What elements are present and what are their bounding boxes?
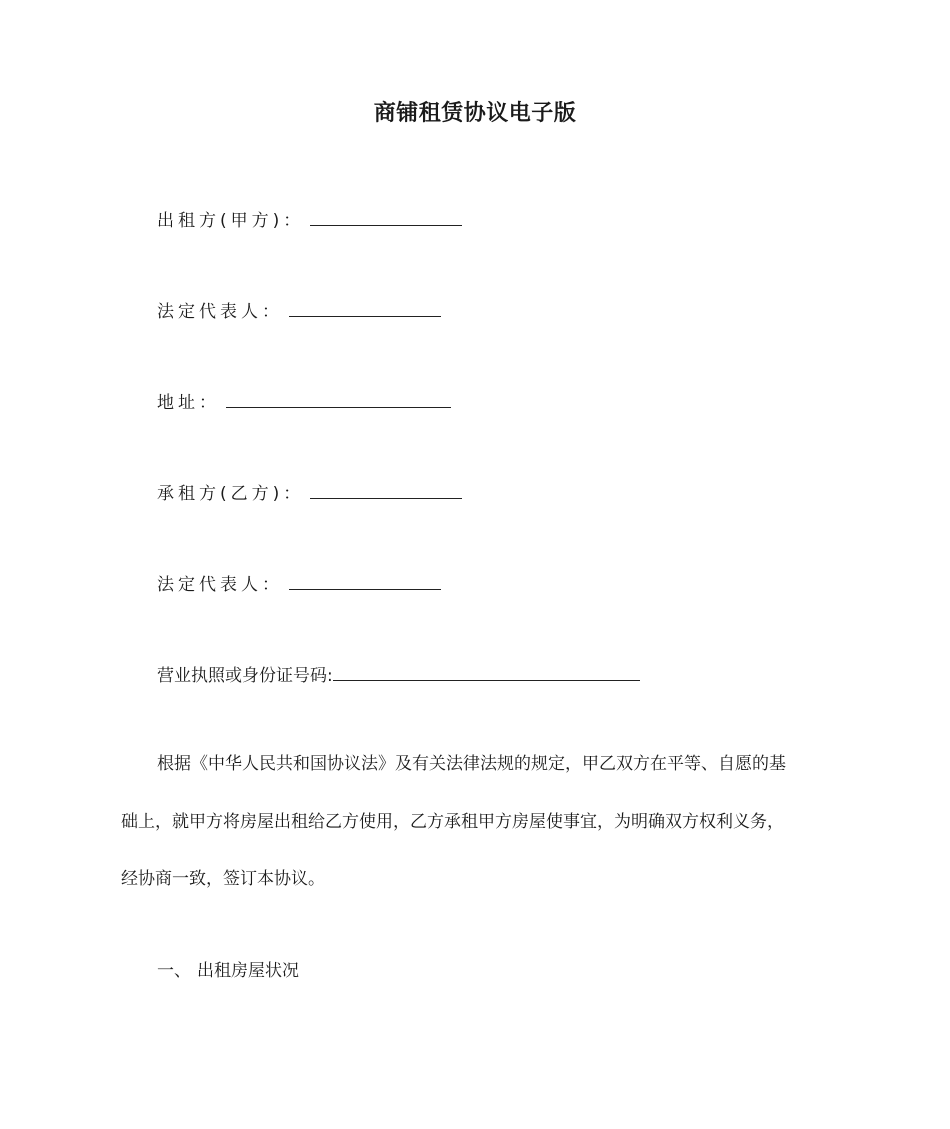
preamble-paragraph (121, 736, 833, 909)
lessee-representative-blank[interactable] (289, 571, 441, 590)
lessor-representative-label: 法定代表人： (157, 302, 283, 322)
license-id-label: 营业执照或身份证号码: (157, 666, 333, 686)
lessee-representative-label: 法定代表人： (157, 575, 283, 595)
lessee-blank[interactable] (310, 480, 462, 499)
license-id-field (157, 662, 640, 689)
lessor-field (157, 207, 462, 234)
lessee-label: 承租方(乙方)： (157, 484, 305, 504)
section-heading-1 (157, 958, 299, 984)
section-title: 出租房屋状况 (197, 961, 299, 981)
section-number: 一、 (157, 961, 191, 981)
lessee-representative-field (157, 571, 441, 598)
address-blank[interactable] (226, 389, 451, 408)
address-field (157, 389, 451, 416)
lessor-blank[interactable] (310, 207, 462, 226)
lessor-representative-field (157, 298, 441, 325)
lessee-field (157, 480, 462, 507)
lessor-representative-blank[interactable] (289, 298, 441, 317)
document-title: 商铺租赁协议电子版 (373, 101, 577, 126)
preamble-line-2: 础上，就甲方将房屋出租给乙方使用，乙方承租甲方房屋使事宜，为明确双方权利义务， (121, 811, 784, 832)
preamble-line-3: 经协商一致，签订本协议。 (121, 869, 325, 889)
address-label: 地址： (157, 393, 220, 413)
lessor-label: 出租方(甲方)： (157, 211, 305, 231)
preamble-line-1: 根据《中华人民共和国协议法》及有关法律法规的规定，甲乙双方在平等、自愿的基 (157, 754, 786, 774)
license-id-blank[interactable] (333, 662, 640, 681)
